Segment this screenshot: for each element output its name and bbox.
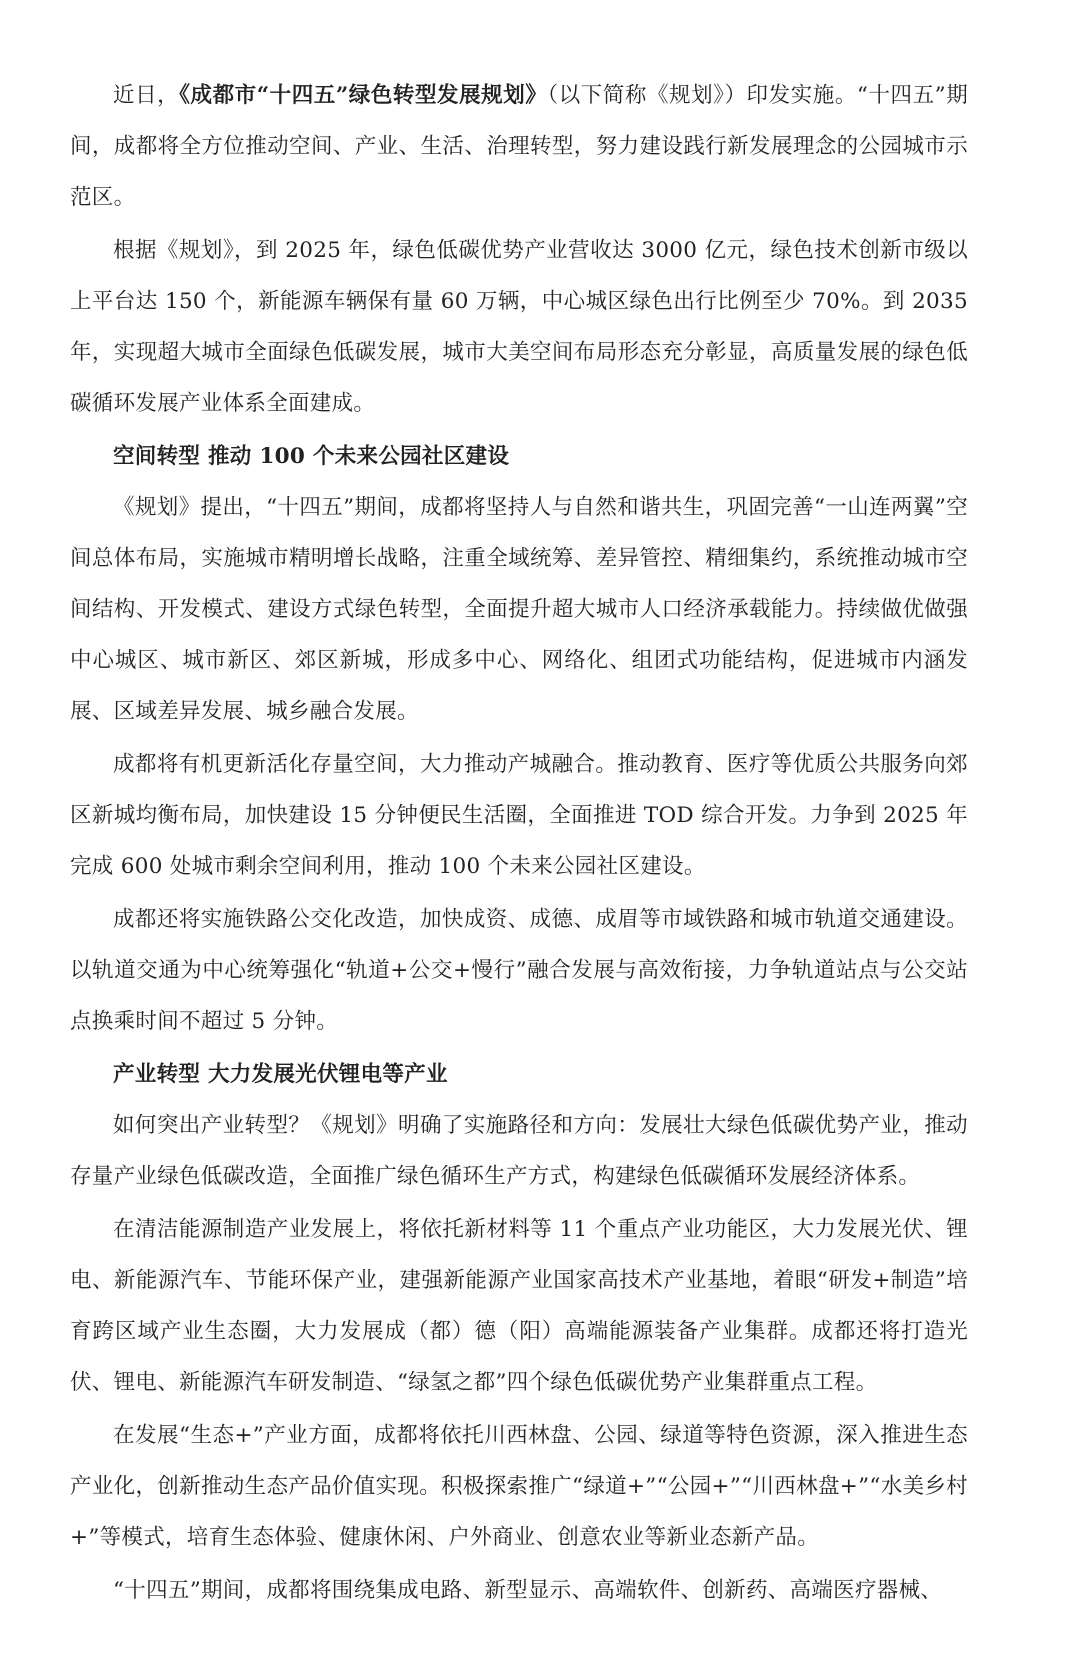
- paragraph-industry-path: 如何突出产业转型？《规划》明确了实施路径和方向：发展壮大绿色低碳优势产业，推动存量产业绿色低碳改造，全面推广绿色循环生产方式，构建绿色低碳循环发展经济体系。: [70, 1113, 968, 1189]
- section-heading-space-transformation: 空间转型 推动 100 个未来公园社区建设: [113, 444, 510, 469]
- paragraph-intro: [70, 70, 968, 223]
- paragraph-fourteenth-five-year: “十四五”期间，成都将围绕集成电路、新型显示、高端软件、创新药、高端医疗器械、: [113, 1578, 943, 1603]
- intro-rest-text: （以下简称《规划》）印发实施。“十四五”期间，成都将全方位推动空间、产业、生活、治理转型，努力建设践行新发展理念的公园城市示范区。: [70, 83, 968, 210]
- paragraph-space-layout: 《规划》提出，“十四五”期间，成都将坚持人与自然和谐共生，巩固完善“一山连两翼”空间总体布局，实施城市精明增长战略，注重全域统筹、差异管控、精细集约，系统推动城市空间结构、开发模式、建设方式绿色转型，全面提升超大城市人口经济承载能力。持续做优做强中心城区、城市新区、郊区新城，形成多中心、网络化、组团式功能结构，促进城市内涵发展、区域差异发展、城乡融合发展。: [70, 495, 968, 724]
- paragraph-clean-energy: 在清洁能源制造产业发展上，将依托新材料等 11 个重点产业功能区，大力发展光伏、锂电、新能源汽车、节能环保产业，建强新能源产业国家高技术产业基地，着眼“研发+制造”培育跨区域产业生态圈，大力发展成（都）德（阳）高端能源装备产业集群。成都还将打造光伏、锂电、新能源汽车研发制造、“绿氢之都”四个绿色低碳优势产业集群重点工程。: [70, 1217, 968, 1395]
- paragraph-eco-industry: 在发展“生态+”产业方面，成都将依托川西林盘、公园、绿道等特色资源，深入推进生态产业化，创新推动生态产品价值实现。积极探索推广“绿道+”“公园+”“川西林盘+”“水美乡村+”等模式，培育生态体验、健康休闲、户外商业、创意农业等新业态新产品。: [70, 1423, 968, 1550]
- paragraph-urban-renewal: 成都将有机更新活化存量空间，大力推动产城融合。推动教育、医疗等优质公共服务向郊区新城均衡布局，加快建设 15 分钟便民生活圈，全面推进 TOD 综合开发。力争到 2025 年完成 600 处城市剩余空间利用，推动 100 个未来公园社区建设。: [70, 752, 968, 879]
- section-heading-industry-transformation: 产业转型 大力发展光伏锂电等产业: [113, 1062, 448, 1087]
- plan-title-bold: 《成都市“十四五”绿色转型发展规划》: [179, 83, 548, 108]
- intro-lead-text: 近日，: [113, 83, 180, 108]
- paragraph-rail-transit: 成都还将实施铁路公交化改造，加快成资、成德、成眉等市域铁路和城市轨道交通建设。以轨道交通为中心统筹强化“轨道+公交+慢行”融合发展与高效衔接，力争轨道站点与公交站点换乘时间不超过 5 分钟。: [70, 907, 968, 1034]
- paragraph-targets: 根据《规划》，到 2025 年，绿色低碳优势产业营收达 3000 亿元，绿色技术创新市级以上平台达 150 个，新能源车辆保有量 60 万辆，中心城区绿色出行比例至少 70%。到 2035 年，实现超大城市全面绿色低碳发展，城市大美空间布局形态充分彰显，高质量发展的绿色低碳循环发展产业体系全面建成。: [70, 238, 968, 416]
